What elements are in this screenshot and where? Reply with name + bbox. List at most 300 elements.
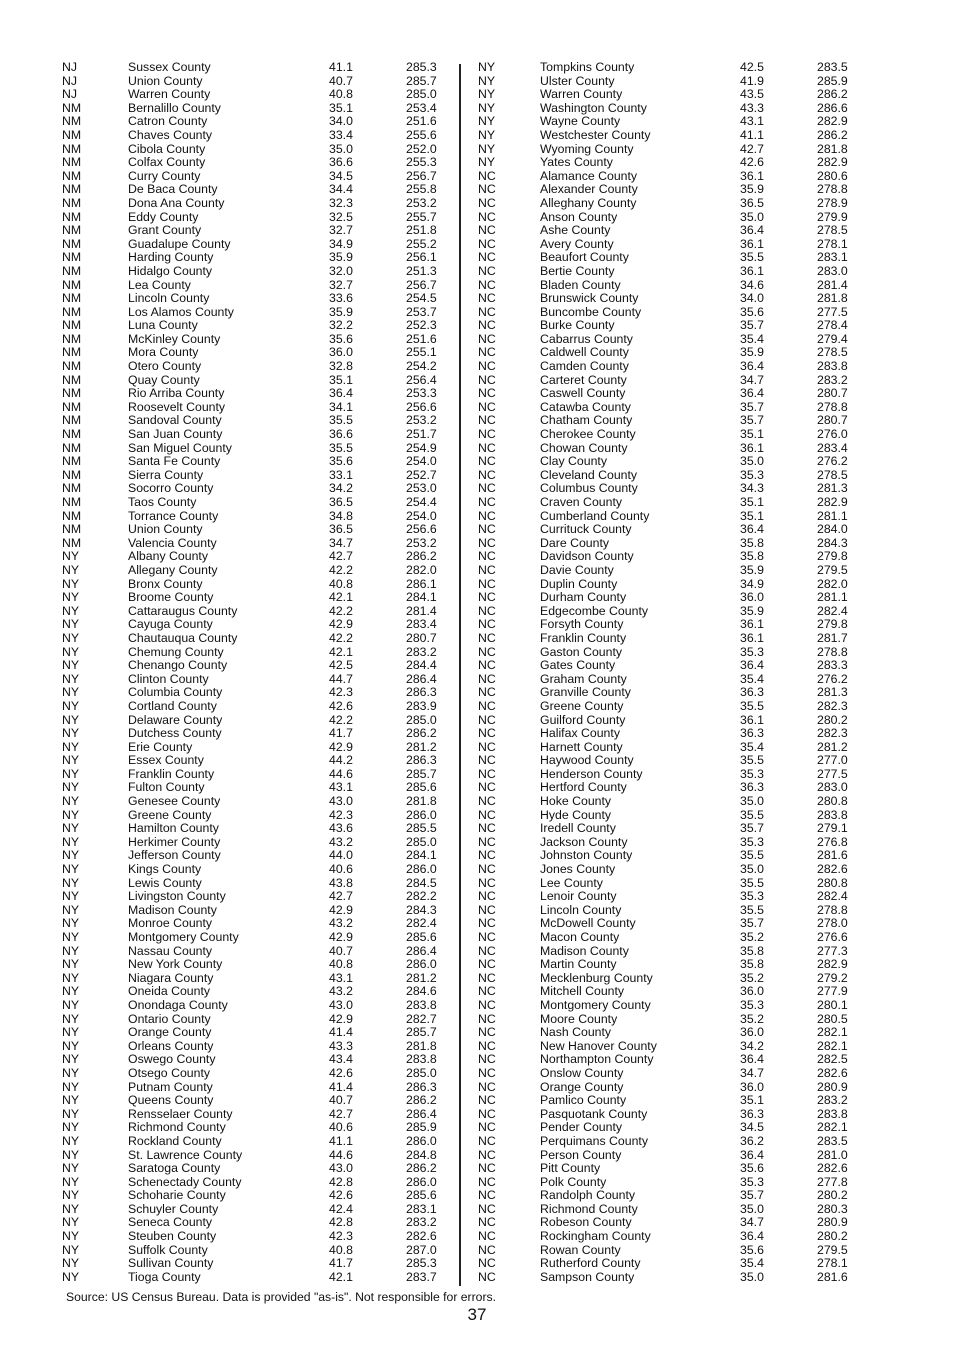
state-cell: NY	[62, 997, 80, 1012]
value1-cell: 35.3	[740, 834, 764, 849]
state-cell: NM	[62, 372, 82, 387]
state-cell: NY	[62, 984, 80, 999]
table-row	[62, 890, 454, 904]
state-cell: NC	[478, 1201, 496, 1216]
value2-cell: 287.0	[406, 1242, 437, 1257]
value2-cell: 276.8	[817, 834, 848, 849]
county-cell: Brunswick County	[540, 291, 639, 306]
value1-cell: 44.0	[329, 848, 353, 863]
county-cell: Schenectady County	[128, 1174, 242, 1189]
county-cell: Roosevelt County	[128, 399, 226, 414]
value1-cell: 34.5	[329, 168, 353, 183]
table-row	[62, 1026, 454, 1040]
value1-cell: 42.2	[329, 562, 353, 577]
value2-cell: 283.4	[817, 440, 848, 455]
value1-cell: 41.4	[329, 1079, 353, 1094]
county-cell: St. Lawrence County	[128, 1147, 243, 1162]
value1-cell: 35.9	[740, 562, 764, 577]
table-row	[62, 714, 454, 728]
state-cell: NC	[478, 263, 496, 278]
state-cell: NY	[62, 916, 80, 931]
value2-cell: 281.6	[817, 1269, 848, 1284]
table-row	[62, 360, 454, 374]
state-cell: NM	[62, 318, 82, 333]
county-cell: Lewis County	[128, 875, 202, 890]
county-cell: Camden County	[540, 359, 629, 374]
value2-cell: 280.7	[817, 386, 848, 401]
table-row	[476, 1135, 876, 1149]
state-cell: NY	[62, 562, 80, 577]
county-cell: New York County	[128, 957, 223, 972]
value2-cell: 284.8	[406, 1147, 437, 1162]
value1-cell: 36.6	[329, 427, 353, 442]
table-row	[476, 1189, 876, 1203]
state-cell: NM	[62, 250, 82, 265]
county-cell: Jones County	[540, 862, 616, 877]
value2-cell: 254.5	[406, 291, 437, 306]
table-row	[476, 306, 876, 320]
table-row	[62, 88, 454, 102]
state-cell: NY	[62, 1215, 80, 1230]
state-cell: NY	[62, 644, 80, 659]
county-cell: Saratoga County	[128, 1161, 221, 1176]
value2-cell: 286.0	[406, 957, 437, 972]
state-cell: NC	[478, 1011, 496, 1026]
state-cell: NM	[62, 114, 82, 129]
value1-cell: 42.9	[329, 1011, 353, 1026]
value1-cell: 35.2	[740, 1011, 764, 1026]
value1-cell: 42.3	[329, 685, 353, 700]
state-cell: NY	[62, 603, 80, 618]
county-cell: Genesee County	[128, 794, 221, 809]
table-row	[476, 1013, 876, 1027]
county-cell: Columbus County	[540, 481, 638, 496]
table-row	[62, 401, 454, 415]
table-row	[62, 618, 454, 632]
county-cell: Dare County	[540, 535, 610, 550]
value1-cell: 35.8	[740, 549, 764, 564]
value1-cell: 34.7	[740, 1215, 764, 1230]
county-cell: Mitchell County	[540, 984, 625, 999]
value1-cell: 35.0	[740, 794, 764, 809]
table-row	[62, 102, 454, 116]
county-cell: Suffolk County	[128, 1242, 208, 1257]
state-cell: NC	[478, 467, 496, 482]
value2-cell: 283.8	[817, 1106, 848, 1121]
table-row	[62, 428, 454, 442]
value1-cell: 35.5	[329, 440, 353, 455]
county-cell: Haywood County	[540, 753, 634, 768]
state-cell: NY	[62, 1188, 80, 1203]
county-cell: De Baca County	[128, 182, 218, 197]
county-cell: Catawba County	[540, 399, 631, 414]
value1-cell: 41.1	[740, 127, 764, 142]
county-cell: Perquimans County	[540, 1133, 648, 1148]
value1-cell: 42.6	[740, 155, 764, 170]
value2-cell: 285.3	[406, 60, 437, 74]
value1-cell: 35.1	[740, 508, 764, 523]
table-row	[476, 414, 876, 428]
table-row	[62, 510, 454, 524]
value1-cell: 32.3	[329, 195, 353, 210]
county-cell: Albany County	[128, 549, 208, 564]
value2-cell: 280.6	[817, 168, 848, 183]
state-cell: NC	[478, 753, 496, 768]
value2-cell: 286.3	[406, 753, 437, 768]
table-row	[62, 659, 454, 673]
value1-cell: 35.5	[740, 698, 764, 713]
county-cell: Wayne County	[540, 114, 621, 129]
value1-cell: 36.5	[740, 195, 764, 210]
value1-cell: 35.7	[740, 821, 764, 836]
table-row	[476, 455, 876, 469]
value1-cell: 42.9	[329, 930, 353, 944]
value2-cell: 280.9	[817, 1215, 848, 1230]
value1-cell: 41.7	[329, 726, 353, 741]
value1-cell: 34.3	[740, 481, 764, 496]
value2-cell: 283.4	[406, 617, 437, 632]
value2-cell: 284.3	[817, 535, 848, 550]
value2-cell: 283.1	[406, 1201, 437, 1216]
county-cell: Chatham County	[540, 413, 633, 428]
table-row	[476, 115, 876, 129]
value1-cell: 42.3	[329, 1229, 353, 1244]
value2-cell: 282.4	[406, 916, 437, 931]
county-cell: Quay County	[128, 372, 200, 387]
table-row	[62, 632, 454, 646]
value2-cell: 282.9	[817, 114, 848, 129]
state-cell: NC	[478, 957, 496, 972]
county-cell: Jefferson County	[128, 848, 221, 863]
table-row	[476, 972, 876, 986]
state-cell: NY	[62, 766, 80, 781]
value1-cell: 41.7	[329, 1256, 353, 1271]
state-cell: NY	[62, 1052, 80, 1067]
table-row	[62, 469, 454, 483]
county-cell: Edgecombe County	[540, 603, 649, 618]
state-cell: NC	[478, 440, 496, 455]
state-cell: NY	[62, 821, 80, 836]
value2-cell: 281.4	[817, 277, 848, 292]
table-row	[62, 741, 454, 755]
county-cell: Eddy County	[128, 209, 199, 224]
table-row	[62, 945, 454, 959]
value1-cell: 42.2	[329, 603, 353, 618]
state-cell: NY	[62, 712, 80, 727]
county-cell: Pitt County	[540, 1161, 601, 1176]
table-row	[62, 387, 454, 401]
value2-cell: 279.2	[817, 970, 848, 985]
value2-cell: 286.2	[406, 726, 437, 741]
table-row	[62, 591, 454, 605]
value2-cell: 255.1	[406, 345, 437, 360]
table-row	[62, 1108, 454, 1122]
value2-cell: 281.4	[406, 603, 437, 618]
value2-cell: 286.2	[406, 549, 437, 564]
table-row	[476, 238, 876, 252]
value1-cell: 35.9	[329, 250, 353, 265]
value2-cell: 282.1	[817, 1025, 848, 1040]
value2-cell: 279.8	[817, 617, 848, 632]
value1-cell: 40.8	[329, 87, 353, 102]
county-cell: Curry County	[128, 168, 201, 183]
value1-cell: 35.5	[740, 250, 764, 265]
value1-cell: 42.2	[329, 712, 353, 727]
table-row	[476, 1162, 876, 1176]
table-row	[476, 523, 876, 537]
county-cell: Sussex County	[128, 60, 211, 74]
value2-cell: 281.8	[406, 1038, 437, 1053]
state-cell: NC	[478, 195, 496, 210]
county-cell: Granville County	[540, 685, 631, 700]
table-row	[476, 646, 876, 660]
county-cell: Davidson County	[540, 549, 634, 564]
county-cell: Livingston County	[128, 889, 226, 904]
value1-cell: 36.4	[740, 359, 764, 374]
table-row	[62, 482, 454, 496]
value2-cell: 279.5	[817, 1242, 848, 1257]
value1-cell: 35.1	[329, 372, 353, 387]
value1-cell: 42.1	[329, 590, 353, 605]
county-cell: Lea County	[128, 277, 191, 292]
value1-cell: 43.4	[329, 1052, 353, 1067]
value1-cell: 42.8	[329, 1215, 353, 1230]
value2-cell: 277.8	[817, 1174, 848, 1189]
county-cell: Oneida County	[128, 984, 211, 999]
value2-cell: 276.2	[817, 671, 848, 686]
state-cell: NC	[478, 1161, 496, 1176]
county-cell: Ontario County	[128, 1011, 211, 1026]
table-row	[62, 958, 454, 972]
value2-cell: 282.4	[817, 889, 848, 904]
value1-cell: 41.9	[740, 73, 764, 88]
value2-cell: 285.0	[406, 1065, 437, 1080]
table-row	[62, 61, 454, 75]
state-cell: NC	[478, 943, 496, 958]
value1-cell: 35.5	[740, 875, 764, 890]
value1-cell: 35.9	[740, 603, 764, 618]
table-row	[476, 822, 876, 836]
state-cell: NY	[62, 685, 80, 700]
table-row	[476, 428, 876, 442]
table-row	[62, 1135, 454, 1149]
table-row	[62, 1081, 454, 1095]
state-cell: NC	[478, 372, 496, 387]
value1-cell: 42.9	[329, 902, 353, 917]
county-cell: Beaufort County	[540, 250, 629, 265]
value2-cell: 283.2	[406, 644, 437, 659]
state-cell: NY	[62, 875, 80, 890]
table-row	[62, 754, 454, 768]
value1-cell: 35.9	[740, 182, 764, 197]
value2-cell: 285.7	[406, 73, 437, 88]
county-cell: Schoharie County	[128, 1188, 226, 1203]
county-cell: Fulton County	[128, 780, 205, 795]
value2-cell: 280.2	[817, 1229, 848, 1244]
county-cell: Bertie County	[540, 263, 615, 278]
value2-cell: 283.2	[406, 1215, 437, 1230]
value2-cell: 286.2	[817, 127, 848, 142]
value2-cell: 253.7	[406, 304, 437, 319]
value2-cell: 278.5	[817, 467, 848, 482]
value2-cell: 282.6	[817, 1161, 848, 1176]
value2-cell: 285.6	[406, 1188, 437, 1203]
state-cell: NC	[478, 794, 496, 809]
left-table	[62, 61, 454, 1284]
value1-cell: 42.1	[329, 1269, 353, 1284]
value2-cell: 278.9	[817, 195, 848, 210]
value1-cell: 36.3	[740, 685, 764, 700]
state-cell: NY	[62, 1106, 80, 1121]
table-row	[62, 537, 454, 551]
county-cell: Erie County	[128, 739, 193, 754]
state-cell: NC	[478, 630, 496, 645]
county-cell: Wyoming County	[540, 141, 634, 156]
state-cell: NY	[62, 739, 80, 754]
state-cell: NY	[478, 155, 496, 170]
value1-cell: 42.5	[329, 658, 353, 673]
table-row	[476, 537, 876, 551]
value1-cell: 34.9	[740, 576, 764, 591]
county-cell: Catron County	[128, 114, 208, 129]
value2-cell: 279.1	[817, 821, 848, 836]
value1-cell: 42.5	[740, 60, 764, 74]
county-cell: Johnston County	[540, 848, 633, 863]
state-cell: NC	[478, 399, 496, 414]
table-row	[476, 1094, 876, 1108]
table-row	[476, 129, 876, 143]
page-number: 37	[467, 1305, 487, 1324]
state-cell: NC	[478, 603, 496, 618]
table-row	[62, 1203, 454, 1217]
table-row	[476, 578, 876, 592]
state-cell: NC	[478, 1025, 496, 1040]
value1-cell: 35.6	[740, 304, 764, 319]
value1-cell: 35.8	[740, 943, 764, 958]
state-cell: NY	[62, 1025, 80, 1040]
county-cell: Onondaga County	[128, 997, 228, 1012]
table-row	[62, 809, 454, 823]
state-cell: NC	[478, 345, 496, 360]
state-cell: NY	[62, 1256, 80, 1271]
value1-cell: 34.8	[329, 508, 353, 523]
table-row	[62, 795, 454, 809]
value1-cell: 36.1	[740, 712, 764, 727]
state-cell: NC	[478, 807, 496, 822]
right-table	[476, 61, 876, 1284]
value1-cell: 36.1	[740, 630, 764, 645]
value1-cell: 43.0	[329, 997, 353, 1012]
table-row	[476, 75, 876, 89]
table-row	[62, 1216, 454, 1230]
table-row	[62, 1257, 454, 1271]
value2-cell: 282.9	[817, 957, 848, 972]
value1-cell: 35.3	[740, 889, 764, 904]
value1-cell: 35.0	[740, 862, 764, 877]
value2-cell: 255.7	[406, 209, 437, 224]
table-row	[476, 985, 876, 999]
value1-cell: 36.3	[740, 780, 764, 795]
value1-cell: 35.5	[740, 807, 764, 822]
county-cell: San Miguel County	[128, 440, 232, 455]
table-row	[62, 346, 454, 360]
value1-cell: 44.2	[329, 753, 353, 768]
value1-cell: 42.7	[329, 889, 353, 904]
state-cell: NY	[62, 726, 80, 741]
state-cell: NC	[478, 1133, 496, 1148]
state-cell: NM	[62, 209, 82, 224]
state-cell: NC	[478, 1038, 496, 1053]
table-row	[476, 917, 876, 931]
state-cell: NY	[478, 73, 496, 88]
value1-cell: 42.7	[329, 1106, 353, 1121]
value1-cell: 41.4	[329, 1025, 353, 1040]
county-cell: Ulster County	[540, 73, 615, 88]
value2-cell: 282.5	[817, 1052, 848, 1067]
county-cell: Robeson County	[540, 1215, 632, 1230]
table-row	[476, 156, 876, 170]
county-cell: Cibola County	[128, 141, 206, 156]
value1-cell: 35.6	[329, 454, 353, 469]
value1-cell: 36.1	[740, 617, 764, 632]
value2-cell: 285.9	[817, 73, 848, 88]
value1-cell: 42.6	[329, 1065, 353, 1080]
state-cell: NM	[62, 195, 82, 210]
state-cell: NC	[478, 698, 496, 713]
value2-cell: 285.7	[406, 1025, 437, 1040]
state-cell: NY	[62, 658, 80, 673]
value1-cell: 35.8	[740, 535, 764, 550]
state-cell: NY	[62, 902, 80, 917]
table-row	[476, 863, 876, 877]
county-cell: Rowan County	[540, 1242, 621, 1257]
table-row	[476, 727, 876, 741]
table-row	[476, 1121, 876, 1135]
table-row	[476, 88, 876, 102]
state-cell: NM	[62, 495, 82, 509]
table-row	[62, 292, 454, 306]
table-row	[62, 727, 454, 741]
value1-cell: 40.7	[329, 73, 353, 88]
value2-cell: 252.3	[406, 318, 437, 333]
county-cell: Harnett County	[540, 739, 623, 754]
state-cell: NC	[478, 1188, 496, 1203]
value1-cell: 32.0	[329, 263, 353, 278]
county-cell: Halifax County	[540, 726, 620, 741]
state-cell: NM	[62, 467, 82, 482]
table-row	[476, 958, 876, 972]
value2-cell: 254.0	[406, 454, 437, 469]
county-cell: Currituck County	[540, 522, 632, 537]
value1-cell: 33.6	[329, 291, 353, 306]
table-row	[476, 890, 876, 904]
county-cell: Greene County	[128, 807, 212, 822]
value1-cell: 32.8	[329, 359, 353, 374]
state-cell: NC	[478, 1256, 496, 1271]
table-row	[62, 1271, 454, 1285]
state-cell: NC	[478, 508, 496, 523]
state-cell: NC	[478, 1215, 496, 1230]
value2-cell: 282.7	[406, 1011, 437, 1026]
state-cell: NM	[62, 182, 82, 197]
table-row	[476, 1244, 876, 1258]
county-cell: Columbia County	[128, 685, 223, 700]
county-cell: Rutherford County	[540, 1256, 641, 1271]
state-cell: NM	[62, 440, 82, 455]
value2-cell: 284.0	[817, 522, 848, 537]
state-cell: NC	[478, 644, 496, 659]
table-row	[62, 75, 454, 89]
